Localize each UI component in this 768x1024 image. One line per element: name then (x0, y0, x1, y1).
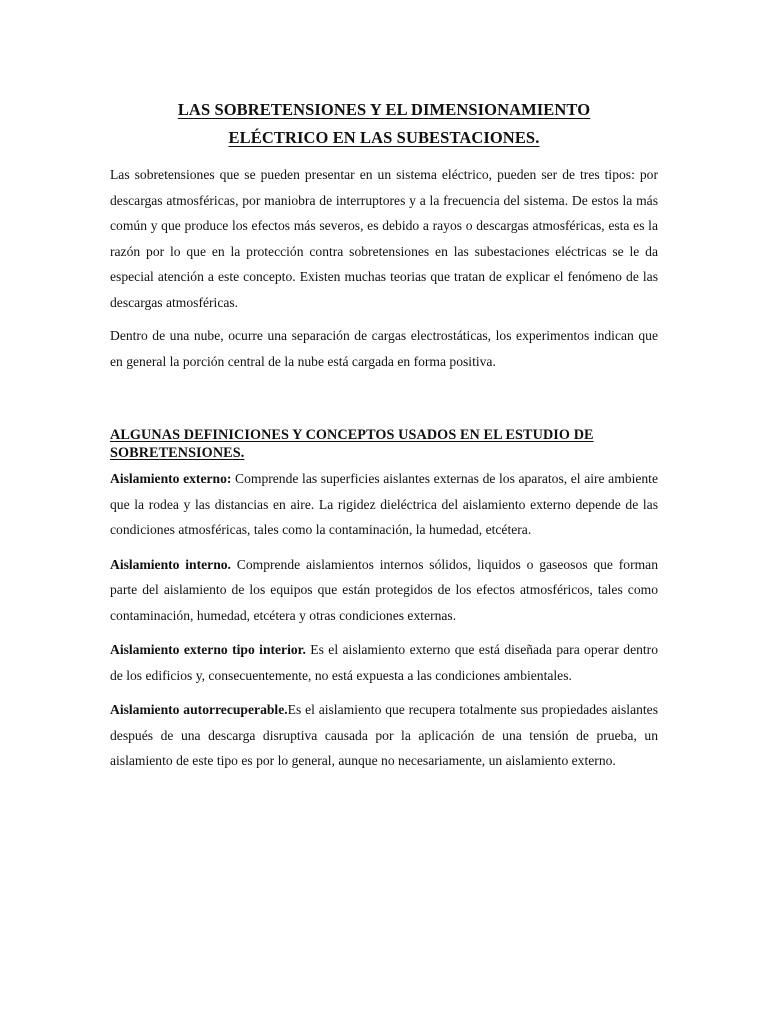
definition-text: Comprende aislamientos internos sólidos, liquidos o gaseosos que forman parte del aislamiento de los equipos que están protegidos de los efectos atmosféricos, tales como contaminación, humedad, etcétera y otras condiciones externas. (110, 556, 659, 623)
definition-term: Aislamiento externo: (110, 471, 232, 486)
definition-text: Es el aislamiento que recupera totalmente sus propiedades aislantes después de una descarga disruptiva causada por la aplicación de una tensión de prueba, un aislamiento de este tipo es por lo general, aunque no necesariamente, un aislamiento externo. (110, 702, 659, 768)
definition-text: Comprende las superficies aislantes externas de los aparatos, el aire ambiente que la rodea y las distancias en aire. La rigidez dieléctrica del aislamiento externo depende de las condiciones atmosféricas, tales como la contaminación, la humedad, etcétera. (110, 471, 658, 537)
definition-term: Aislamiento externo tipo interior. (110, 642, 306, 657)
title-line-2: ELÉCTRICO EN LAS SUBESTACIONES. (228, 128, 540, 147)
title-line-1: LAS SOBRETENSIONES Y EL DIMENSIONAMIENTO (177, 100, 591, 119)
cloud-paragraph: Dentro de una nube, ocurre una separación de cargas electrostáticas, los experimentos indican que en general la porción central de la nube está cargada en forma positiva. (110, 328, 658, 369)
definition-item (110, 466, 658, 543)
definition-item (110, 637, 658, 688)
document-title (110, 96, 658, 152)
definition-item (110, 552, 658, 629)
definition-term: Aislamiento interno. (110, 556, 231, 572)
document-page (110, 96, 658, 774)
definition-text: Es el aislamiento externo que está diseñada para operar dentro de los edificios y, consecuentemente, no está expuesta a las condiciones ambientales. (110, 642, 658, 683)
definition-term: Aislamiento autorrecuperable. (110, 702, 288, 717)
intro-paragraph: Las sobretensiones que se pueden presentar en un sistema eléctrico, pueden ser de tres tipos: por descargas atmosféricas, por maniobra de interruptores y a la frecuencia del sistema. De estos la más común y que produce los efectos más severos, es debido a rayos o descargas atmosféricas, esta es la razón por lo que en la protección contra sobretensiones en las subestaciones eléctricas se le da especial atención a este concepto. Existen muchas teorias que tratan de explicar el fenómeno de las descargas atmosféricas. (110, 167, 658, 310)
definition-item (110, 697, 658, 774)
section-heading: ALGUNAS DEFINICIONES Y CONCEPTOS USADOS EN EL ESTUDIO DE SOBRETENSIONES. (110, 427, 594, 461)
